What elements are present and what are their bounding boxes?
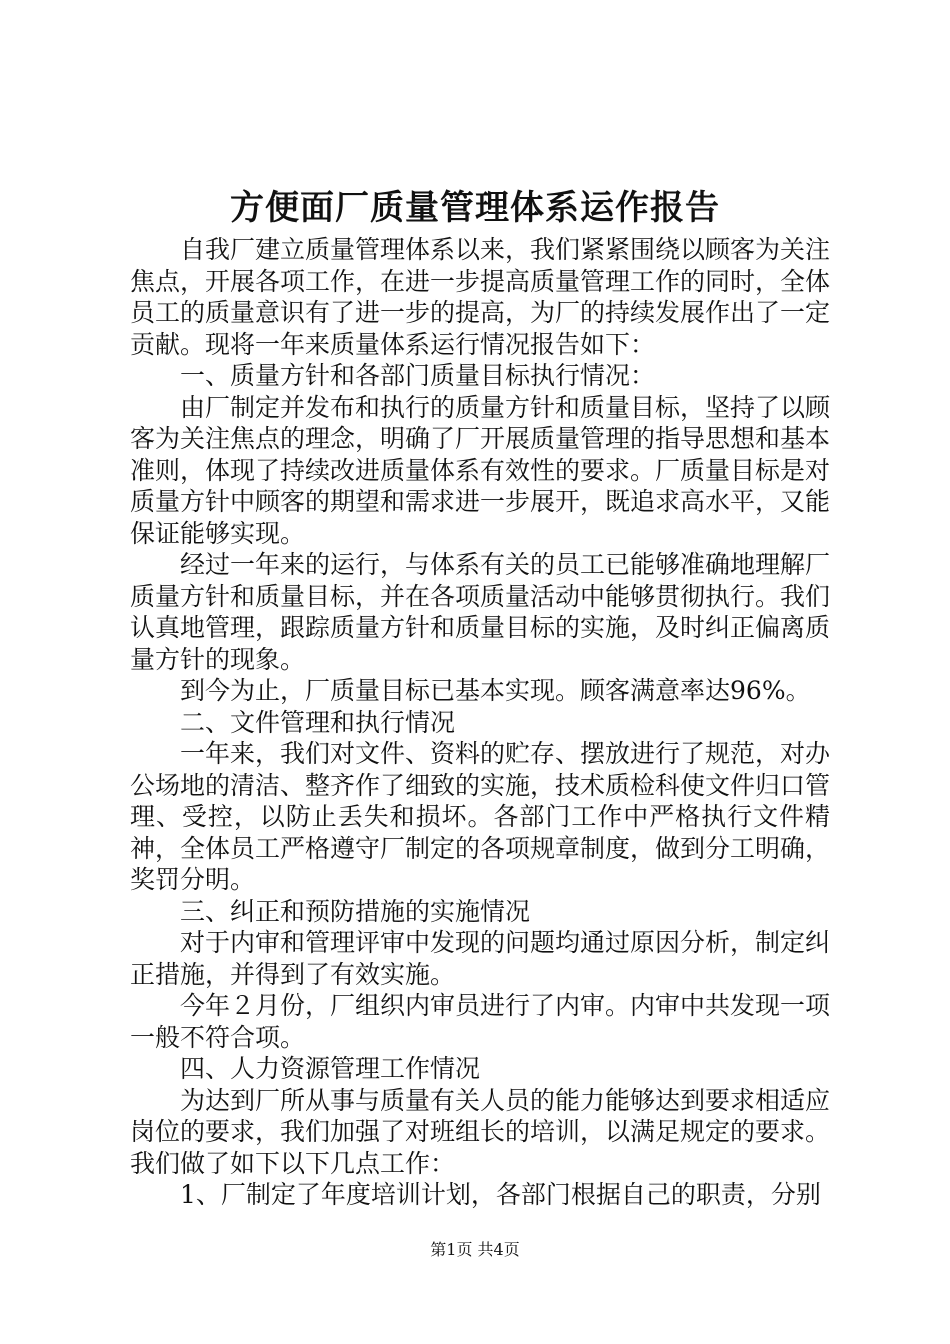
paragraph-corrective-actions: 对于内审和管理评审中发现的问题均通过原因分析，制定纠正措施，并得到了有效实施。 [130,928,831,989]
paragraph-document-management: 一年来，我们对文件、资料的贮存、摆放进行了规范，对办公场地的清洁、整齐作了细致的实施，技术质检科使文件归口管理、受控，以防止丢失和损坏。各部门工作中严格执行文件精神，全体员工严格遵守厂制定的各项规章制度，做到分工明确，奖罚分明。 [130,739,831,894]
section-heading-1: 一、质量方针和各部门质量目标执行情况： [180,361,656,390]
paragraph-satisfaction: 到今为止，厂质量目标已基本实现。顾客满意率达96%。 [180,676,811,705]
page-footer: 第1页 共4页 [430,1240,520,1259]
document-body [130,234,830,1211]
paragraph-training-plan: 1、厂制定了年度培训计划，各部门根据自己的职责，分别 [180,1180,821,1209]
section-heading-3: 三、纠正和预防措施的实施情况 [180,896,531,926]
document-title: 方便面厂质量管理体系运作报告 [230,188,720,228]
paragraph-operation: 经过一年来的运行，与体系有关的员工已能够准确地理解厂质量方针和质量目标，并在各项质量活动中能够贯彻执行。我们认真地管理，跟踪质量方针和质量目标的实施，及时纠正偏离质量方针的现象。 [130,550,831,674]
paragraph-human-resources: 为达到厂所从事与质量有关人员的能力能够达到要求相适应岗位的要求，我们加强了对班组长的培训，以满足规定的要求。我们做了如下以下几点工作： [130,1085,831,1178]
paragraph-quality-policy: 由厂制定并发布和执行的质量方针和质量目标，坚持了以顾客为关注焦点的理念，明确了厂开展质量管理的指导思想和基本准则，体现了持续改进质量体系有效性的要求。厂质量目标是对质量方针中顾客的期望和需求进一步展开，既追求高水平，又能保证能够实现。 [130,392,831,548]
section-heading-2: 二、文件管理和执行情况 [180,707,456,737]
section-heading-4: 四、人力资源管理工作情况 [180,1054,481,1083]
paragraph-internal-audit: 今年２月份，厂组织内审员进行了内审。内审中共发现一项一般不符合项。 [130,991,831,1052]
paragraph-intro: 自我厂建立质量管理体系以来，我们紧紧围绕以顾客为关注焦点，开展各项工作，在进一步提高质量管理工作的同时，全体员工的质量意识有了进一步的提高，为厂的持续发展作出了一定贡献。现将一年来质量体系运行情况报告如下： [130,235,831,359]
